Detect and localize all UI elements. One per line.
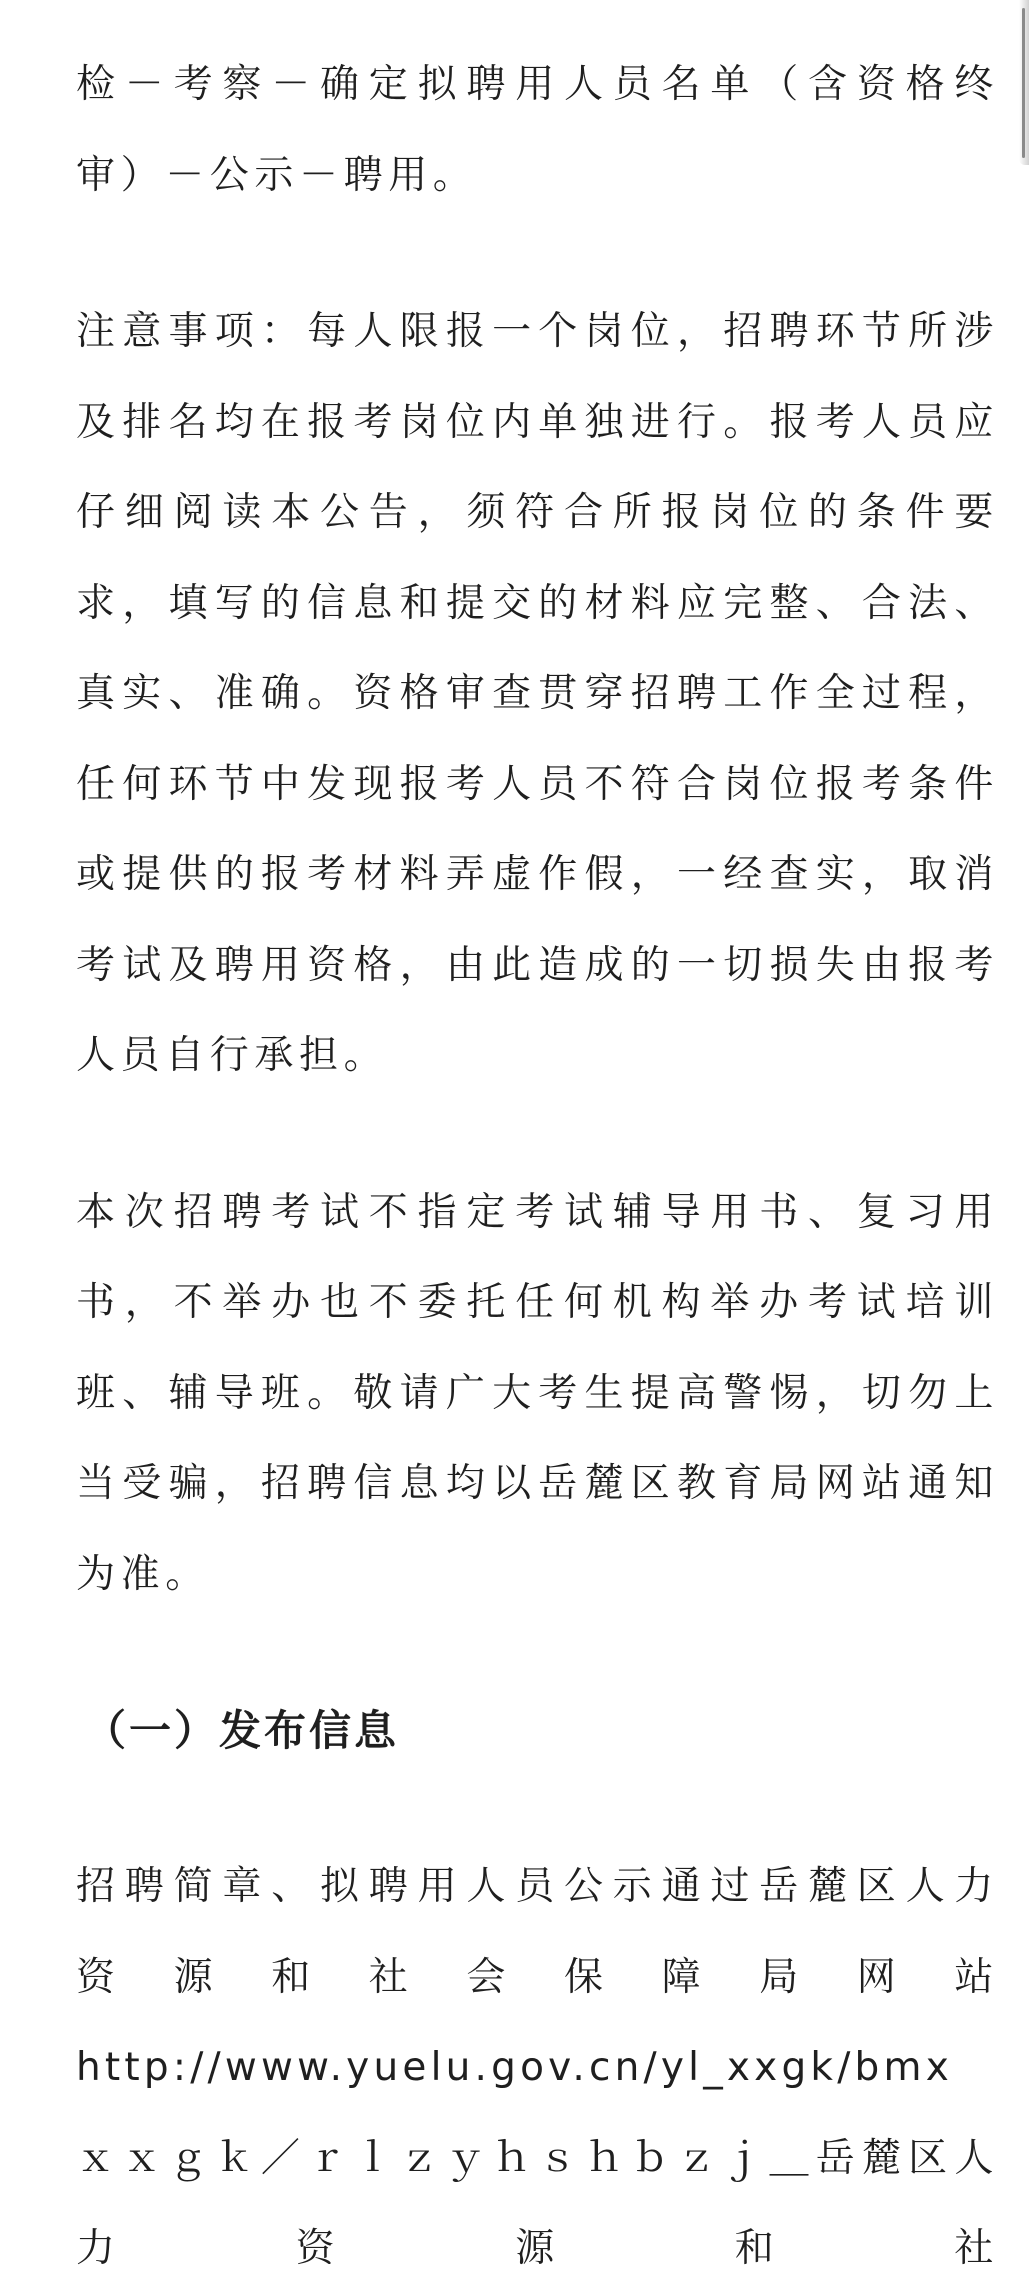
- paragraph-no-books: 本次招聘考试不指定考试辅导用书、复习用书，不举办也不委托任何机构举办考试培训班、辅导班。敬请广大考生提高警惕，切勿上当受骗，招聘信息均以岳麓区教育局网站通知为准。: [76, 1189, 999, 1597]
- scrollbar-thumb[interactable]: [1022, 8, 1025, 158]
- paragraph-gap: [76, 1102, 999, 1168]
- paragraph-gap: [76, 221, 999, 287]
- paragraph-gap: [76, 1776, 999, 1842]
- paragraph-notice: 注意事项：每人限报一个岗位，招聘环节所涉及排名均在报考岗位内单独进行。报考人员应仔细阅读本公告，须符合所报岗位的条件要求，填写的信息和提交的材料应完整、合法、真实、准确。资格审查贯穿招聘工作全过程，任何环节中发现报考人员不符合岗位报考条件或提供的报考材料弄虚作假，一经查实，取消考试及聘用资格，由此造成的一切损失由报考人员自行承担。: [76, 309, 999, 1078]
- paragraph-gap: [76, 1620, 999, 1686]
- section-heading-publish-info: （一）发布信息: [84, 1706, 400, 1755]
- paragraph-publish-line2: 资源和社会保障局网站: [76, 1954, 999, 2000]
- paragraph-publish-line1: 招聘简章、拟聘用人员公示通过岳麓区人力: [76, 1864, 999, 1909]
- website-link[interactable]: http://www.yuelu.gov.cn/yl_xxgk/bmx: [76, 2045, 953, 2090]
- paragraph-process-line2: 审）－公示－聘用。: [76, 152, 478, 198]
- paragraph-publish-line4: ｘｘｇｋ／ｒｌｚｙｈｓｈｂｚｊ＿岳麓区人力资源和社: [76, 2135, 999, 2271]
- article-body: [76, 40, 999, 2295]
- scrollbar-edge[interactable]: [1019, 0, 1029, 165]
- paragraph-process-line1: 检－考察－确定拟聘用人员名单（含资格终: [76, 62, 999, 107]
